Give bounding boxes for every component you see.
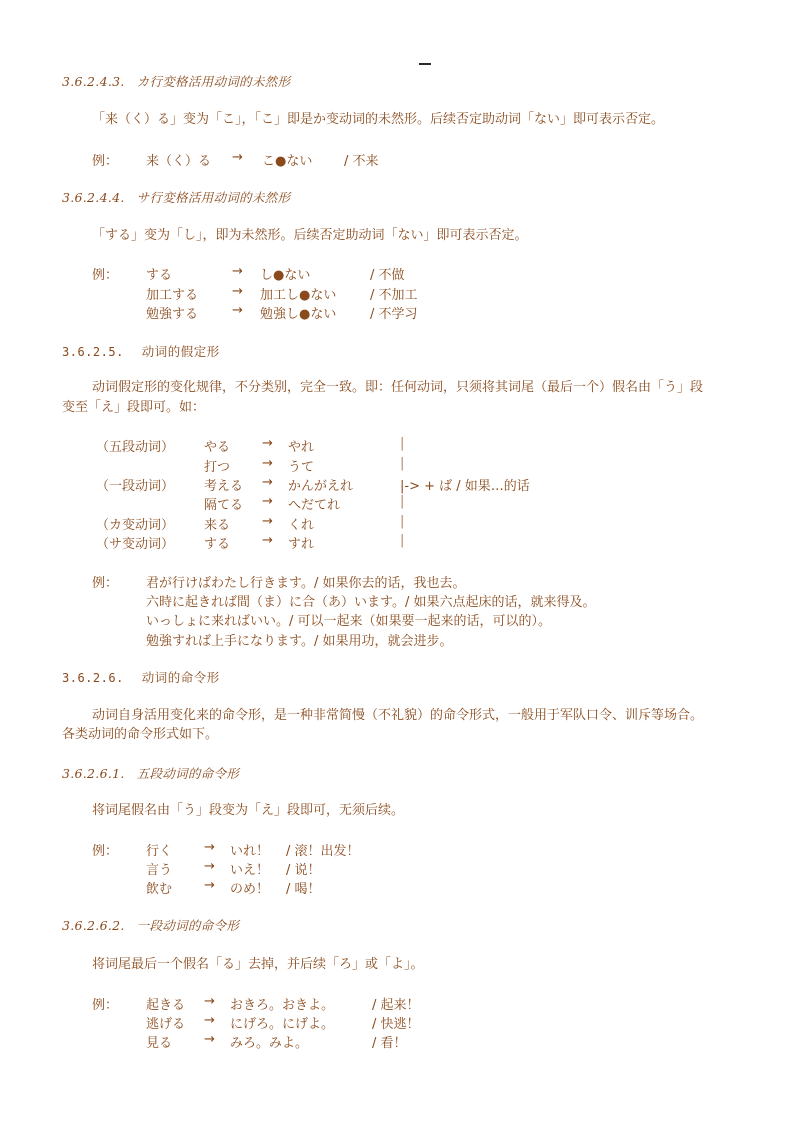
example-word: 行く bbox=[146, 844, 173, 859]
example-word: する bbox=[146, 268, 173, 283]
section-number: 3.6.2.4.4. bbox=[62, 190, 125, 205]
section-title: 五段动词的命令形 bbox=[136, 766, 240, 781]
example-label: 例： bbox=[92, 154, 119, 169]
example-label: 例： bbox=[92, 576, 119, 591]
example-sentence: 六時に起きれば間（ま）に合（あ）います。/ 如果六点起床的话，就来得及。 bbox=[146, 595, 596, 610]
verb-form: くれ bbox=[288, 518, 315, 533]
arrow: → bbox=[204, 994, 215, 1009]
example-meaning: / 快逃！ bbox=[372, 1017, 420, 1032]
bracket-bar: | bbox=[400, 436, 405, 451]
example-form: のめ！ bbox=[230, 882, 270, 897]
verb-category: （一段动词） bbox=[96, 479, 175, 494]
paragraph: 将词尾假名由「う」段变为「え」段即可，无须后续。 bbox=[92, 803, 405, 818]
section-number: 3.6.2.4.3. bbox=[62, 74, 125, 89]
bracket-bar: | bbox=[400, 533, 405, 548]
example-meaning: / 不学习 bbox=[370, 307, 418, 322]
paragraph-line: 动词自身活用变化来的命令形，是一种非常简慢（不礼貌）的命令形式，一般用于军队口令、训斥等场合。 bbox=[92, 708, 704, 723]
example-meaning: / 不做 bbox=[370, 268, 405, 283]
verb-word: 来る bbox=[204, 518, 231, 533]
example-form: おきろ。おきよ。 bbox=[230, 998, 335, 1013]
example-form: し●ない bbox=[260, 268, 311, 283]
example-meaning: / 说！ bbox=[286, 863, 321, 878]
section-heading-3-6-2-4-3 bbox=[62, 72, 290, 90]
example-form: みろ。みよ。 bbox=[230, 1036, 309, 1051]
example-sentence: いっしょに来ればいい。/ 可以一起来（如果要一起来的话，可以的）。 bbox=[146, 614, 552, 629]
section-title: 一段动词的命令形 bbox=[136, 918, 240, 933]
verb-word: する bbox=[204, 537, 231, 552]
example-form: こ●ない bbox=[262, 154, 313, 169]
verb-word: 隔てる bbox=[204, 498, 244, 513]
paragraph-line: 变至「え」段即可。如： bbox=[62, 400, 206, 415]
section-title: 动词的假定形 bbox=[141, 344, 220, 359]
section-number: 3.6.2.6.2. bbox=[62, 918, 125, 933]
section-title: 动词的命令形 bbox=[141, 670, 220, 685]
verb-form: やれ bbox=[288, 440, 315, 455]
example-form: いれ！ bbox=[230, 844, 270, 859]
arrow: → bbox=[204, 859, 215, 874]
example-meaning: / 看！ bbox=[372, 1036, 407, 1051]
arrow: → bbox=[204, 840, 215, 855]
paragraph: 「来（く）る」变为「こ」，「こ」即是か变动词的未然形。后续否定助动词「ない」即可表示否定。 bbox=[92, 112, 665, 127]
page-top-mark bbox=[419, 63, 431, 65]
verb-form: すれ bbox=[288, 537, 315, 552]
example-word: 言う bbox=[146, 863, 173, 878]
section-number: 3.6.2.6. bbox=[62, 671, 124, 685]
verb-form: うて bbox=[288, 460, 315, 475]
example-word: 飲む bbox=[146, 882, 173, 897]
arrow: → bbox=[262, 514, 273, 529]
example-word: 見る bbox=[146, 1036, 173, 1051]
arrow: → bbox=[232, 264, 243, 279]
section-number: 3.6.2.5. bbox=[62, 345, 124, 359]
paragraph: 「する」变为「し」，即为未然形。后续否定助动词「ない」即可表示否定。 bbox=[92, 228, 528, 243]
example-label: 例： bbox=[92, 998, 119, 1013]
example-meaning: / 不加工 bbox=[370, 288, 418, 303]
example-word: 来（く）る bbox=[146, 154, 212, 169]
section-heading-3-6-2-6-1 bbox=[62, 764, 239, 782]
arrow: → bbox=[232, 284, 243, 299]
verb-category: （カ变动词） bbox=[96, 518, 175, 533]
paragraph-line: 各类动词的命令形式如下。 bbox=[62, 727, 219, 742]
example-form: 勉強し●ない bbox=[260, 307, 337, 322]
verb-category: （サ变动词） bbox=[96, 537, 175, 552]
arrow: → bbox=[232, 303, 243, 318]
section-heading-3-6-2-5 bbox=[62, 342, 220, 360]
bracket-bar: | bbox=[400, 494, 405, 509]
example-sentence: 君が行けばわたし行きます。/ 如果你去的话，我也去。 bbox=[146, 576, 466, 591]
example-sentence: 勉強すれば上手になります。/ 如果用功，就会进步。 bbox=[146, 634, 453, 649]
arrow: → bbox=[262, 475, 273, 490]
section-heading-3-6-2-6 bbox=[62, 668, 220, 686]
arrow: → bbox=[262, 494, 273, 509]
arrow: → bbox=[262, 533, 273, 548]
example-meaning: / 喝！ bbox=[286, 882, 321, 897]
verb-category: （五段动词） bbox=[96, 440, 175, 455]
example-meaning: / 滚！出发！ bbox=[286, 844, 360, 859]
example-label: 例： bbox=[92, 268, 119, 283]
verb-word: 打つ bbox=[204, 460, 231, 475]
example-word: 逃げる bbox=[146, 1017, 186, 1032]
section-title: サ行変格活用动词的未然形 bbox=[136, 190, 291, 205]
conditional-suffix: |-> + ば / 如果…的话 bbox=[400, 479, 530, 494]
example-label: 例： bbox=[92, 844, 119, 859]
arrow: → bbox=[204, 878, 215, 893]
example-form: にげろ。にげよ。 bbox=[230, 1017, 335, 1032]
section-title: カ行変格活用动词的未然形 bbox=[136, 74, 291, 89]
example-word: 勉強する bbox=[146, 307, 199, 322]
example-meaning: / 起来！ bbox=[372, 998, 420, 1013]
example-word: 加工する bbox=[146, 288, 199, 303]
paragraph: 将词尾最后一个假名「る」去掉，并后续「ろ」或「よ」。 bbox=[92, 957, 424, 972]
section-heading-3-6-2-4-4 bbox=[62, 188, 290, 206]
verb-form: かんがえれ bbox=[288, 479, 354, 494]
verb-word: やる bbox=[204, 440, 231, 455]
arrow: → bbox=[232, 150, 243, 165]
verb-word: 考える bbox=[204, 479, 244, 494]
example-form: いえ！ bbox=[230, 863, 270, 878]
bracket-bar: | bbox=[400, 514, 405, 529]
arrow: → bbox=[262, 436, 273, 451]
arrow: → bbox=[204, 1013, 215, 1028]
example-meaning: / 不来 bbox=[344, 154, 379, 169]
section-number: 3.6.2.6.1. bbox=[62, 766, 125, 781]
example-word: 起きる bbox=[146, 998, 186, 1013]
paragraph-line: 动词假定形的变化规律，不分类别，完全一致。即：任何动词，只须将其词尾（最后一个）假名由「う」段 bbox=[92, 380, 704, 395]
verb-form: へだてれ bbox=[288, 498, 341, 513]
arrow: → bbox=[204, 1032, 215, 1047]
example-form: 加工し●ない bbox=[260, 288, 337, 303]
section-heading-3-6-2-6-2 bbox=[62, 916, 239, 934]
arrow: → bbox=[262, 456, 273, 471]
bracket-bar: | bbox=[400, 456, 405, 471]
